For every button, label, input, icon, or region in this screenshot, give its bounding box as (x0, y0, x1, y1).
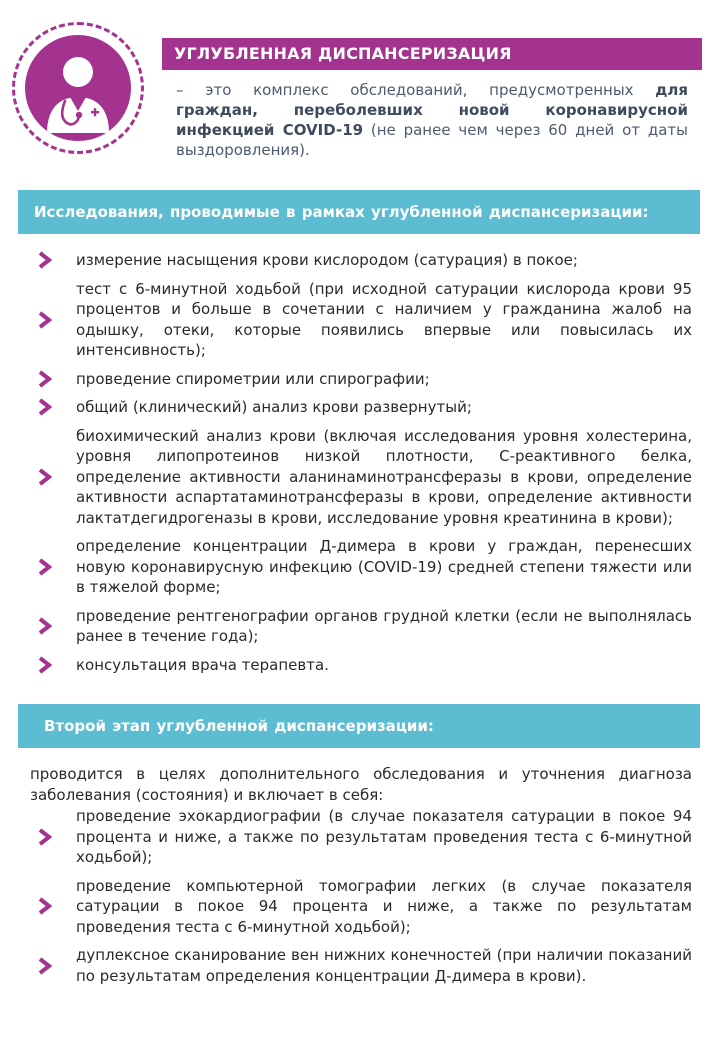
intro-bold: для граждан, переболевших новой коронавирусной инфекцией COVID-19 (176, 81, 688, 139)
chevron-right-icon (30, 398, 76, 416)
page-title: УГЛУБЛЕННАЯ ДИСПАНСЕРИЗАЦИЯ (162, 38, 702, 70)
list-item-text: измерение насыщения крови кислородом (сатурация) в покое; (76, 251, 578, 269)
section1-list (30, 250, 692, 683)
list-item (30, 876, 692, 938)
list-item-text: проведение рентгенографии органов грудной клетки (если не выполнялась ранее в течение года); (76, 606, 692, 645)
list-item (30, 806, 692, 868)
section2-lead: проводится в целях дополнительного обследования и уточнения диагноза заболевания (состояния) и включает в себя: (30, 765, 692, 804)
intro-text (176, 80, 688, 160)
list-item (30, 536, 692, 598)
chevron-right-icon (30, 558, 76, 576)
list-item-text: проведение спирометрии или спирографии; (76, 369, 430, 388)
doctor-icon (25, 35, 131, 141)
chevron-right-icon (30, 957, 76, 975)
list-item (30, 945, 692, 986)
list-item-text: тест с 6-минутной ходьбой (при исходной сатурации кислорода крови 95 процентов и больше в сочетании с наличием у гражданина жалоб на одышку, отеки, которые появились впервые или повысилась их интенсивность); (76, 279, 692, 359)
chevron-right-icon (30, 617, 76, 635)
doctor-badge-fill (25, 35, 131, 141)
list-item-text: биохимический анализ крови (включая исследования уровня холестерина, уровня липопротеинов низкой плотности, С-реактивного белка, определение активности аланинаминотрансферазы в крови, определение активности аспартатаминотрансферазы в крови, определение активности лактатдегидрогеназы в крови, исследование уровня креатинина в крови); (76, 426, 692, 527)
list-item-text: дуплексное сканирование вен нижних конечностей (при наличии показаний по результатам определения концентрации Д-димера в крови). (76, 946, 692, 985)
list-item-text: консультация врача терапевта. (76, 655, 329, 674)
section2-heading: Второй этап углубленной диспансеризации: (18, 704, 700, 748)
chevron-right-icon (30, 370, 76, 388)
section2-list (30, 806, 692, 994)
list-item-text: общий (клинический) анализ крови развернутый; (76, 398, 472, 416)
intro-part2: (не ранее чем через 60 дней от даты выздоровления). (176, 121, 688, 159)
list-item-text: проведение компьютерной томографии легких (в случае показателя сатурации в покое 94 процента и ниже, а также по результатам проведения теста с 6-минутной ходьбой); (76, 876, 692, 936)
section1-heading: Исследования, проводимые в рамках углубленной диспансеризации: (18, 190, 700, 234)
chevron-right-icon (30, 828, 76, 846)
doctor-badge (12, 22, 144, 154)
list-item (30, 279, 692, 361)
list-item (30, 655, 692, 676)
intro-part1: – это комплекс обследований, предусмотренных (176, 81, 656, 99)
list-item-text: определение концентрации Д-димера в крови у граждан, перенесших новую коронавирусную инфекцию (COVID-19) средней степени тяжести или в тяжелой форме; (76, 537, 692, 596)
chevron-right-icon (30, 311, 76, 329)
chevron-right-icon (30, 897, 76, 915)
chevron-right-icon (30, 656, 76, 674)
list-item-text: проведение эхокардиографии (в случае показателя сатурации в покое 94 процента и ниже, а также по результатам проведения теста с 6-минутной ходьбой); (76, 807, 692, 866)
chevron-right-icon (30, 468, 76, 486)
list-item (30, 606, 692, 647)
list-item (30, 250, 692, 271)
list-item (30, 426, 692, 529)
chevron-right-icon (30, 251, 76, 269)
list-item (30, 369, 692, 390)
list-item (30, 397, 692, 418)
